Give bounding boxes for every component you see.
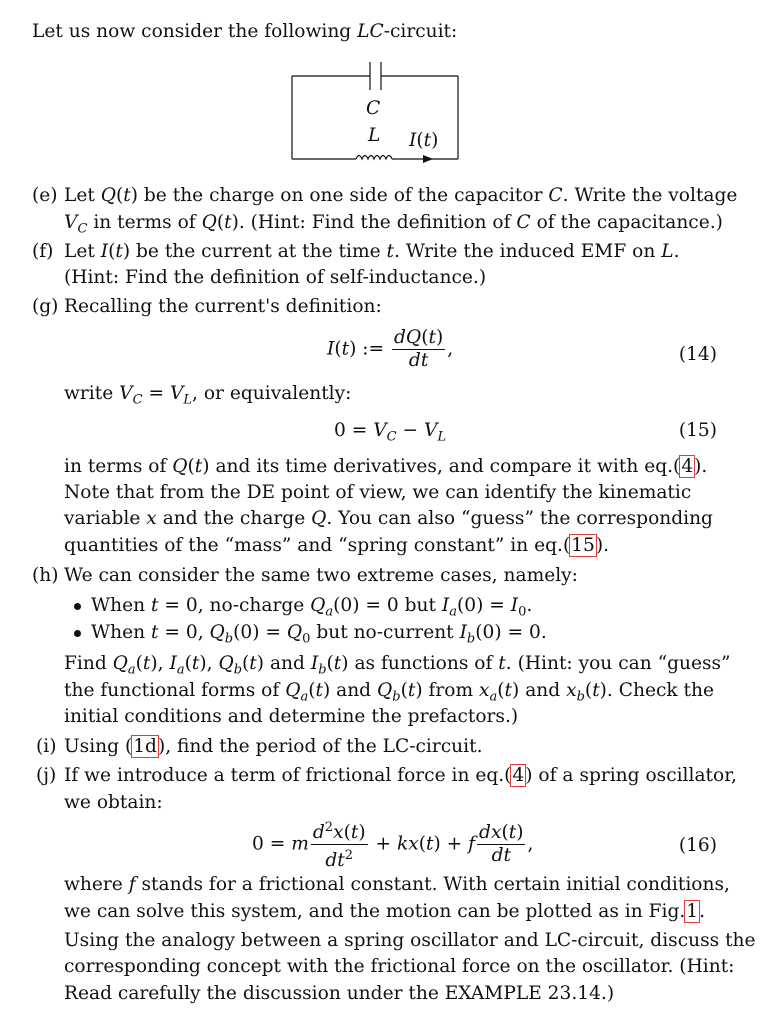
item-j-line5: Using the analogy between a spring oscillator and LC-circuit, discuss the: [64, 930, 756, 951]
item-j-line4: we can solve this system, and the motion can be plotted as in Fig.1.: [64, 901, 706, 922]
equation-14: I(t) := $\frac{dQ(t)}{dt}$ ,: [327, 327, 454, 371]
item-g-line3: in terms of Q(t) and its time derivatives, and compare it with eq.(4).: [64, 456, 708, 477]
item-j-line3: where f stands for a frictional constant. With certain initial conditions,: [64, 874, 730, 895]
inductor-coil: [356, 156, 392, 160]
item-h-bullet2: When t = 0, $Q_b(0) = Q_0$ but no-current $I_b(0) = 0$.: [74, 620, 547, 653]
equation-16-number: (16): [678, 835, 717, 856]
item-e-line1: Let Q(t) be the charge on one side of the capacitor C. Write the voltage: [64, 185, 738, 206]
item-i-label: (i): [36, 736, 57, 757]
item-h-line4: initial conditions and determine the prefactors.): [64, 706, 519, 727]
item-g-line2: write $V_C = V_L$, or equivalently:: [64, 383, 352, 408]
item-j-label: (j): [36, 765, 57, 786]
eq4-link[interactable]: 4: [681, 456, 694, 477]
item-h-line2: Find $Q_a(t)$, $I_a(t)$, $Q_b(t)$ and $I_b(t)$ as functions of t. (Hint: you can “guess”: [64, 653, 731, 678]
item-j-line1: If we introduce a term of frictional force in eq.(4) of a spring oscillator,: [64, 765, 737, 786]
item-h-line1: We can consider the same two extreme cases, namely:: [64, 565, 578, 586]
item-g-label: (g): [32, 296, 59, 317]
item-g-line1: Recalling the current's definition:: [64, 296, 382, 317]
item-f-label: (f): [32, 241, 54, 262]
eq4-link[interactable]: 4: [512, 765, 525, 786]
item-f-line1: Let I(t) be the current at the time t. Write the induced EMF on L.: [64, 241, 680, 262]
item-f-line2: (Hint: Find the definition of self-inductance.): [64, 267, 487, 288]
inductor-label: L: [368, 125, 381, 146]
item-j-line6: corresponding concept with the frictional force on the oscillator. (Hint:: [64, 956, 735, 977]
item-h-label: (h): [32, 565, 59, 586]
item-g-line5: variable x and the charge Q. You can also “guess” the corresponding: [64, 508, 713, 529]
item-h-bullet1: When t = 0, no-charge $Q_a(0) = 0$ but $I_a(0) = I_0$.: [74, 593, 532, 626]
eq1d-link[interactable]: 1d: [133, 736, 157, 757]
equation-15: $0 = V_C - V_L$: [334, 420, 447, 445]
item-i-line1: Using (1d), find the period of the LC-circuit.: [64, 736, 483, 757]
equation-15-number: (15): [678, 420, 717, 441]
fig1-link[interactable]: 1: [686, 901, 699, 922]
equation-14-number: (14): [678, 344, 717, 365]
bullet-icon: [74, 630, 81, 637]
item-g-line4: Note that from the DE point of view, we can identify the kinematic: [64, 482, 692, 503]
bullet-icon: [74, 603, 81, 610]
intro-text: Let us now consider the following LC-circuit:: [32, 21, 458, 42]
current-arrow-icon: [423, 155, 433, 163]
item-h-line3: the functional forms of $Q_a(t)$ and $Q_b(t)$ from $x_a(t)$ and $x_b(t)$. Check the: [64, 680, 714, 705]
eq15-link[interactable]: 15: [571, 535, 595, 556]
item-g-line6: quantities of the “mass” and “spring constant” in eq.(15).: [64, 535, 610, 556]
capacitor-label: C: [366, 98, 381, 119]
item-e-label: (e): [32, 185, 58, 206]
item-j-line2: we obtain:: [64, 792, 163, 813]
item-j-line7: Read carefully the discussion under the EXAMPLE 23.14.): [64, 983, 615, 1004]
current-label: I(t): [409, 130, 439, 151]
item-e-line2: $V_C$ in terms of Q(t). (Hint: Find the definition of C of the capacitance.): [64, 212, 723, 237]
equation-16: 0 = m $\frac{d^2x(t)}{dt^2}$ + kx(t) + f $\frac{dx(t)}{dt}$ ,: [252, 817, 533, 872]
